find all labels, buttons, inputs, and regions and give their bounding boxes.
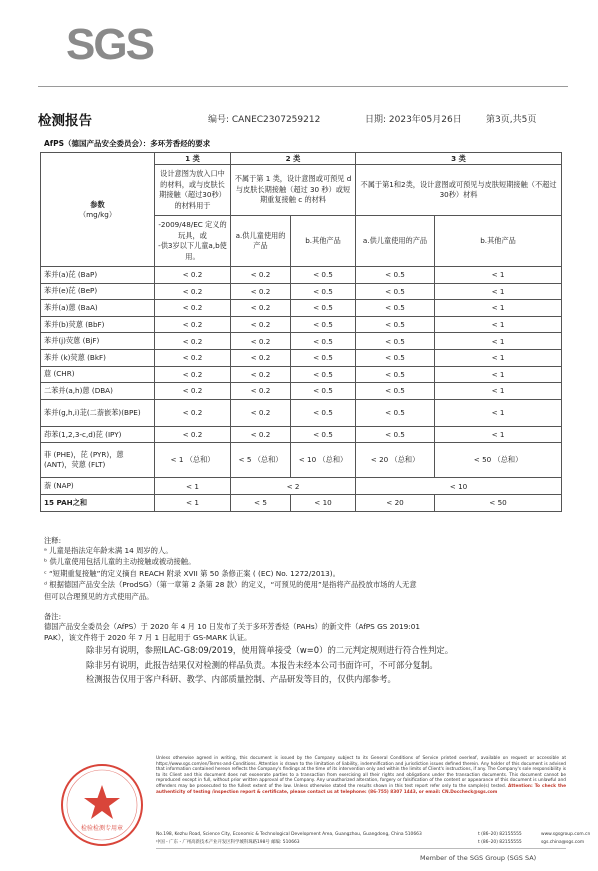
footer-address (156, 831, 591, 846)
limit-cat2a: < 0.2 (231, 333, 291, 350)
table-row (41, 267, 562, 284)
address-en: No.198, Kezhu Road, Science City, Economic & Technological Development Area, Guangzhou, Guangdong, China 510663 (156, 832, 422, 837)
substance-name: 苯并(j)荧蒽 (BjF) (41, 333, 155, 350)
member-line: Member of the SGS Group (SGS SA) (420, 854, 537, 862)
limit-cat2b: < 0.5 (291, 283, 356, 300)
limit-cat3b: < 1 (435, 399, 562, 426)
limit-cat3b: < 50 (435, 494, 562, 511)
note-item: ᵃ 儿童是指法定年龄未满 14 周岁的人。 (44, 546, 173, 555)
limit-cat3b: < 1 (435, 283, 562, 300)
remarks-line: PAK），该文件将于 2020 年 7 月 1 日起用于 GS-MARK 认证。 (44, 633, 252, 643)
statement-line: 检测报告仅用于客户科研、教学、内部质量控制、产品研发等目的，仅供内部参考。 (86, 674, 396, 685)
limit-cat3b: < 50 （总和） (435, 443, 562, 478)
statement-line: 除非另有说明，参照ILAC-G8:09/2019，使用简单接受（w=0）的二元判定规则进行符合性判定。 (86, 645, 454, 655)
param-label: 参数 (90, 199, 105, 209)
limit-cat3b: < 1 (435, 333, 562, 350)
limit-cat3a: < 0.5 (356, 399, 435, 426)
substance-name: 苯并(b)荧蒽 (BbF) (41, 316, 155, 333)
limit-cat2a: < 0.2 (231, 300, 291, 317)
limit-cat2: < 2 (231, 478, 356, 495)
substance-name: 苯并(e)芘 (BeP) (41, 283, 155, 300)
substance-name: 䓛 (CHR) (41, 366, 155, 383)
limit-cat2b: < 10 （总和） (291, 443, 356, 478)
limit-cat3: < 10 (356, 478, 562, 495)
limit-cat1: < 0.2 (155, 333, 231, 350)
limit-cat2b: < 0.5 (291, 399, 356, 426)
category-3-desc: 不属于第1和2类，设计意图或可预见与皮肤短期接触（不超过30秒）材料 (356, 165, 562, 216)
category-1-scope-b: -供3岁以下儿童a,b使用。 (158, 241, 227, 261)
limit-cat1: < 0.2 (155, 366, 231, 383)
limit-cat2a: < 5 （总和） (231, 443, 291, 478)
limit-cat3b: < 1 (435, 316, 562, 333)
limit-cat2b: < 0.5 (291, 316, 356, 333)
address-cn: 中国・广东・广州高新技术产业开发区科学城科珠路198号 邮编: 510663 (156, 839, 300, 845)
substance-name: 15 PAH之和 (41, 494, 155, 511)
note-item: ᵇ 供儿童使用包括儿童的主动接触或被动接触。 (44, 557, 196, 567)
limit-cat2a: < 0.2 (231, 366, 291, 383)
limit-cat2a: < 0.2 (231, 283, 291, 300)
page-number: 第3页,共5页 (486, 115, 537, 125)
report-statement (86, 643, 556, 687)
category-2-header: 2 类 (231, 153, 356, 165)
report-date: 日期: 2023年05月26日 (365, 115, 462, 125)
substance-name: 萘 (NAP) (41, 478, 155, 495)
limit-cat3b: < 1 (435, 267, 562, 284)
footer-divider (156, 848, 566, 849)
email-link[interactable]: sgs.china@sgs.com (541, 839, 585, 845)
limit-cat2b: < 10 (291, 494, 356, 511)
header-divider (38, 86, 568, 87)
table-row (41, 366, 562, 383)
substance-name: 苯并(g,h,i)苝(二萘嵌苯)(BPE) (41, 399, 155, 426)
limit-cat1: < 0.2 (155, 267, 231, 284)
note-item: ᶜ “短期重复接触”的定义摘自 REACH 附录 XVII 第 50 条修正案 ( (EC) No. 1272/2013)。 (44, 568, 340, 578)
category-3b-header: b.其他产品 (435, 216, 562, 267)
limit-cat2a: < 5 (231, 494, 291, 511)
remarks-line: 德国产品安全委员会（AfPS）于 2020 年 4 月 10 日发布了关于多环芳香烃（PAHs）的新文件（AfPS GS 2019:01 (44, 622, 421, 631)
limit-cat3a: < 0.5 (356, 333, 435, 350)
category-2-desc: 不属于第 1 类，设计意图或可预见 d 与皮肤长期接触（超过 30 秒）或短期重复接触 c 的材料 (231, 165, 356, 216)
limit-cat1: < 0.2 (155, 399, 231, 426)
phone-1: t (86–20) 82155555 (478, 832, 522, 837)
limit-cat1: < 0.2 (155, 316, 231, 333)
report-number: 编号: CANEC2307259212 (208, 115, 321, 125)
unit-label: （mg/kg） (78, 209, 117, 219)
category-2a-header: a.供儿童使用的产品 (231, 216, 291, 267)
notes-title: 注释: (44, 536, 62, 545)
limit-cat2b: < 0.5 (291, 383, 356, 400)
note-item: ᵈ 根据德国产品安全法（ProdSG）（第一章第 2 条第 28 款）的定义，“可预见的使用”是指将产品投放市场的人无意 (44, 580, 417, 590)
seal-text: 检验检测专用章 (80, 825, 124, 832)
footer-disclaimer (156, 756, 566, 795)
sgs-logo: SGS (66, 20, 153, 69)
limit-cat3a: < 0.5 (356, 349, 435, 366)
limit-cat2b: < 0.5 (291, 426, 356, 443)
limit-cat2b: < 0.5 (291, 333, 356, 350)
limit-cat1: < 0.2 (155, 383, 231, 400)
official-seal-icon (52, 759, 152, 851)
section-title: AfPS（德国产品安全委员会）：多环芳香烃的要求 (44, 139, 211, 148)
table-row-nap (41, 478, 562, 495)
substance-name: 苯并 (k)荧蒽 (BkF) (41, 349, 155, 366)
limit-cat3b: < 1 (435, 366, 562, 383)
limit-cat3a: < 0.5 (356, 316, 435, 333)
limit-cat2a: < 0.2 (231, 383, 291, 400)
table-row (41, 333, 562, 350)
statement-line: 除非另有说明，此报告结果仅对检测的样品负责。本报告未经本公司书面许可，不可部分复制。 (86, 659, 438, 670)
limit-cat2a: < 0.2 (231, 399, 291, 426)
limit-cat3a: < 0.5 (356, 383, 435, 400)
limit-cat3a: < 20 （总和） (356, 443, 435, 478)
category-1-scope-a: -2009/48/EC 定义的玩具，或 (158, 220, 227, 240)
remarks-body (44, 621, 564, 644)
limit-cat2b: < 0.5 (291, 349, 356, 366)
limit-cat1: < 1 (155, 494, 231, 511)
limit-cat3b: < 1 (435, 383, 562, 400)
table-header-row (41, 153, 562, 165)
limit-cat2a: < 0.2 (231, 267, 291, 284)
limit-cat1: < 0.2 (155, 283, 231, 300)
category-1-header: 1 类 (155, 153, 231, 165)
substance-name: 二苯并(a,h)蒽 (DBA) (41, 383, 155, 400)
limit-cat2b: < 0.5 (291, 300, 356, 317)
notes-list (44, 545, 564, 602)
limit-cat1: < 0.2 (155, 349, 231, 366)
table-row (41, 426, 562, 443)
limit-cat3a: < 20 (356, 494, 435, 511)
category-3-header: 3 类 (356, 153, 562, 165)
limit-cat2a: < 0.2 (231, 349, 291, 366)
limit-cat3a: < 0.5 (356, 283, 435, 300)
table-row (41, 399, 562, 426)
limit-cat1: < 0.2 (155, 300, 231, 317)
limit-cat3a: < 0.5 (356, 267, 435, 284)
disclaimer-text: Unless otherwise agreed in writing, this document is issued by the Company subject to its General Conditions of Service printed overleaf, available on request or accessible at https://www.sgs.com/en/Terms-and-Conditions. Attention is drawn to the limitation of liability, indemnification and jurisdiction issues defined therein. Any holder of this document is advised that information contained hereon reflects the Company's findings at the time of its intervention only and within the limits of Client's instructions, if any. The Company's sole responsibility is to its Client and this document does not exonerate parties to a transaction from exercising all their rights and obligations under the transaction documents. This document cannot be reproduced except in full, without prior written approval of the Company. Any unauthorized alteration, forgery or falsification of the content or appearance of this document is unlawful and offenders may be prosecuted to the fullest extent of the law. Unless otherwise stated the results shown in this test report refer only to the sample(s) tested. (156, 756, 566, 789)
note-item: 但可以合理预见的方式使用产品。 (44, 591, 154, 601)
table-row-sum (41, 443, 562, 478)
document-title: 检测报告 (38, 113, 92, 129)
website-link[interactable]: www.sgsgroup.com.cn (541, 832, 591, 837)
table-row (41, 349, 562, 366)
phone-2: t (86–20) 82155555 (478, 839, 522, 845)
substance-name: 茚苯(1,2,3-c,d)芘 (IPY) (41, 426, 155, 443)
limit-cat3a: < 0.5 (356, 426, 435, 443)
limit-cat3b: < 1 (435, 349, 562, 366)
table-row (41, 383, 562, 400)
table-row (41, 300, 562, 317)
category-2b-header: b.其他产品 (291, 216, 356, 267)
substance-name: 苯并(a)芘 (BaP) (41, 267, 155, 284)
category-3a-header: a.供儿童使用的产品 (356, 216, 435, 267)
substance-name: 菲 (PHE)，芘 (PYR)，蒽 (ANT)，荧蒽 (FLT) (41, 443, 155, 478)
limit-cat2b: < 0.5 (291, 366, 356, 383)
limit-cat2a: < 0.2 (231, 426, 291, 443)
attention-text: Attention: To check the authenticity of testing /inspection report & certificate, please contact us at telephone: (86-755) 8307 1443, or email: CN.Doccheck@sgs.com (156, 783, 566, 795)
category-1-scope (155, 216, 231, 267)
limit-cat3b: < 1 (435, 300, 562, 317)
limit-cat1: < 1 （总和） (155, 443, 231, 478)
category-1-desc: 设计意图为放入口中的材料，或与皮肤长期接触（超过30秒）的材料用于 (155, 165, 231, 216)
limit-cat3b: < 1 (435, 426, 562, 443)
table-row (41, 283, 562, 300)
limit-cat2b: < 0.5 (291, 267, 356, 284)
substance-name: 苯并(a)蒽 (BaA) (41, 300, 155, 317)
table-row (41, 316, 562, 333)
limit-cat1: < 1 (155, 478, 231, 495)
remarks-title: 备注: (44, 612, 62, 621)
table-row-total (41, 494, 562, 511)
pah-requirements-table (40, 152, 562, 512)
limit-cat3a: < 0.5 (356, 300, 435, 317)
limit-cat1: < 0.2 (155, 426, 231, 443)
param-header (41, 153, 155, 267)
limit-cat3a: < 0.5 (356, 366, 435, 383)
limit-cat2a: < 0.2 (231, 316, 291, 333)
